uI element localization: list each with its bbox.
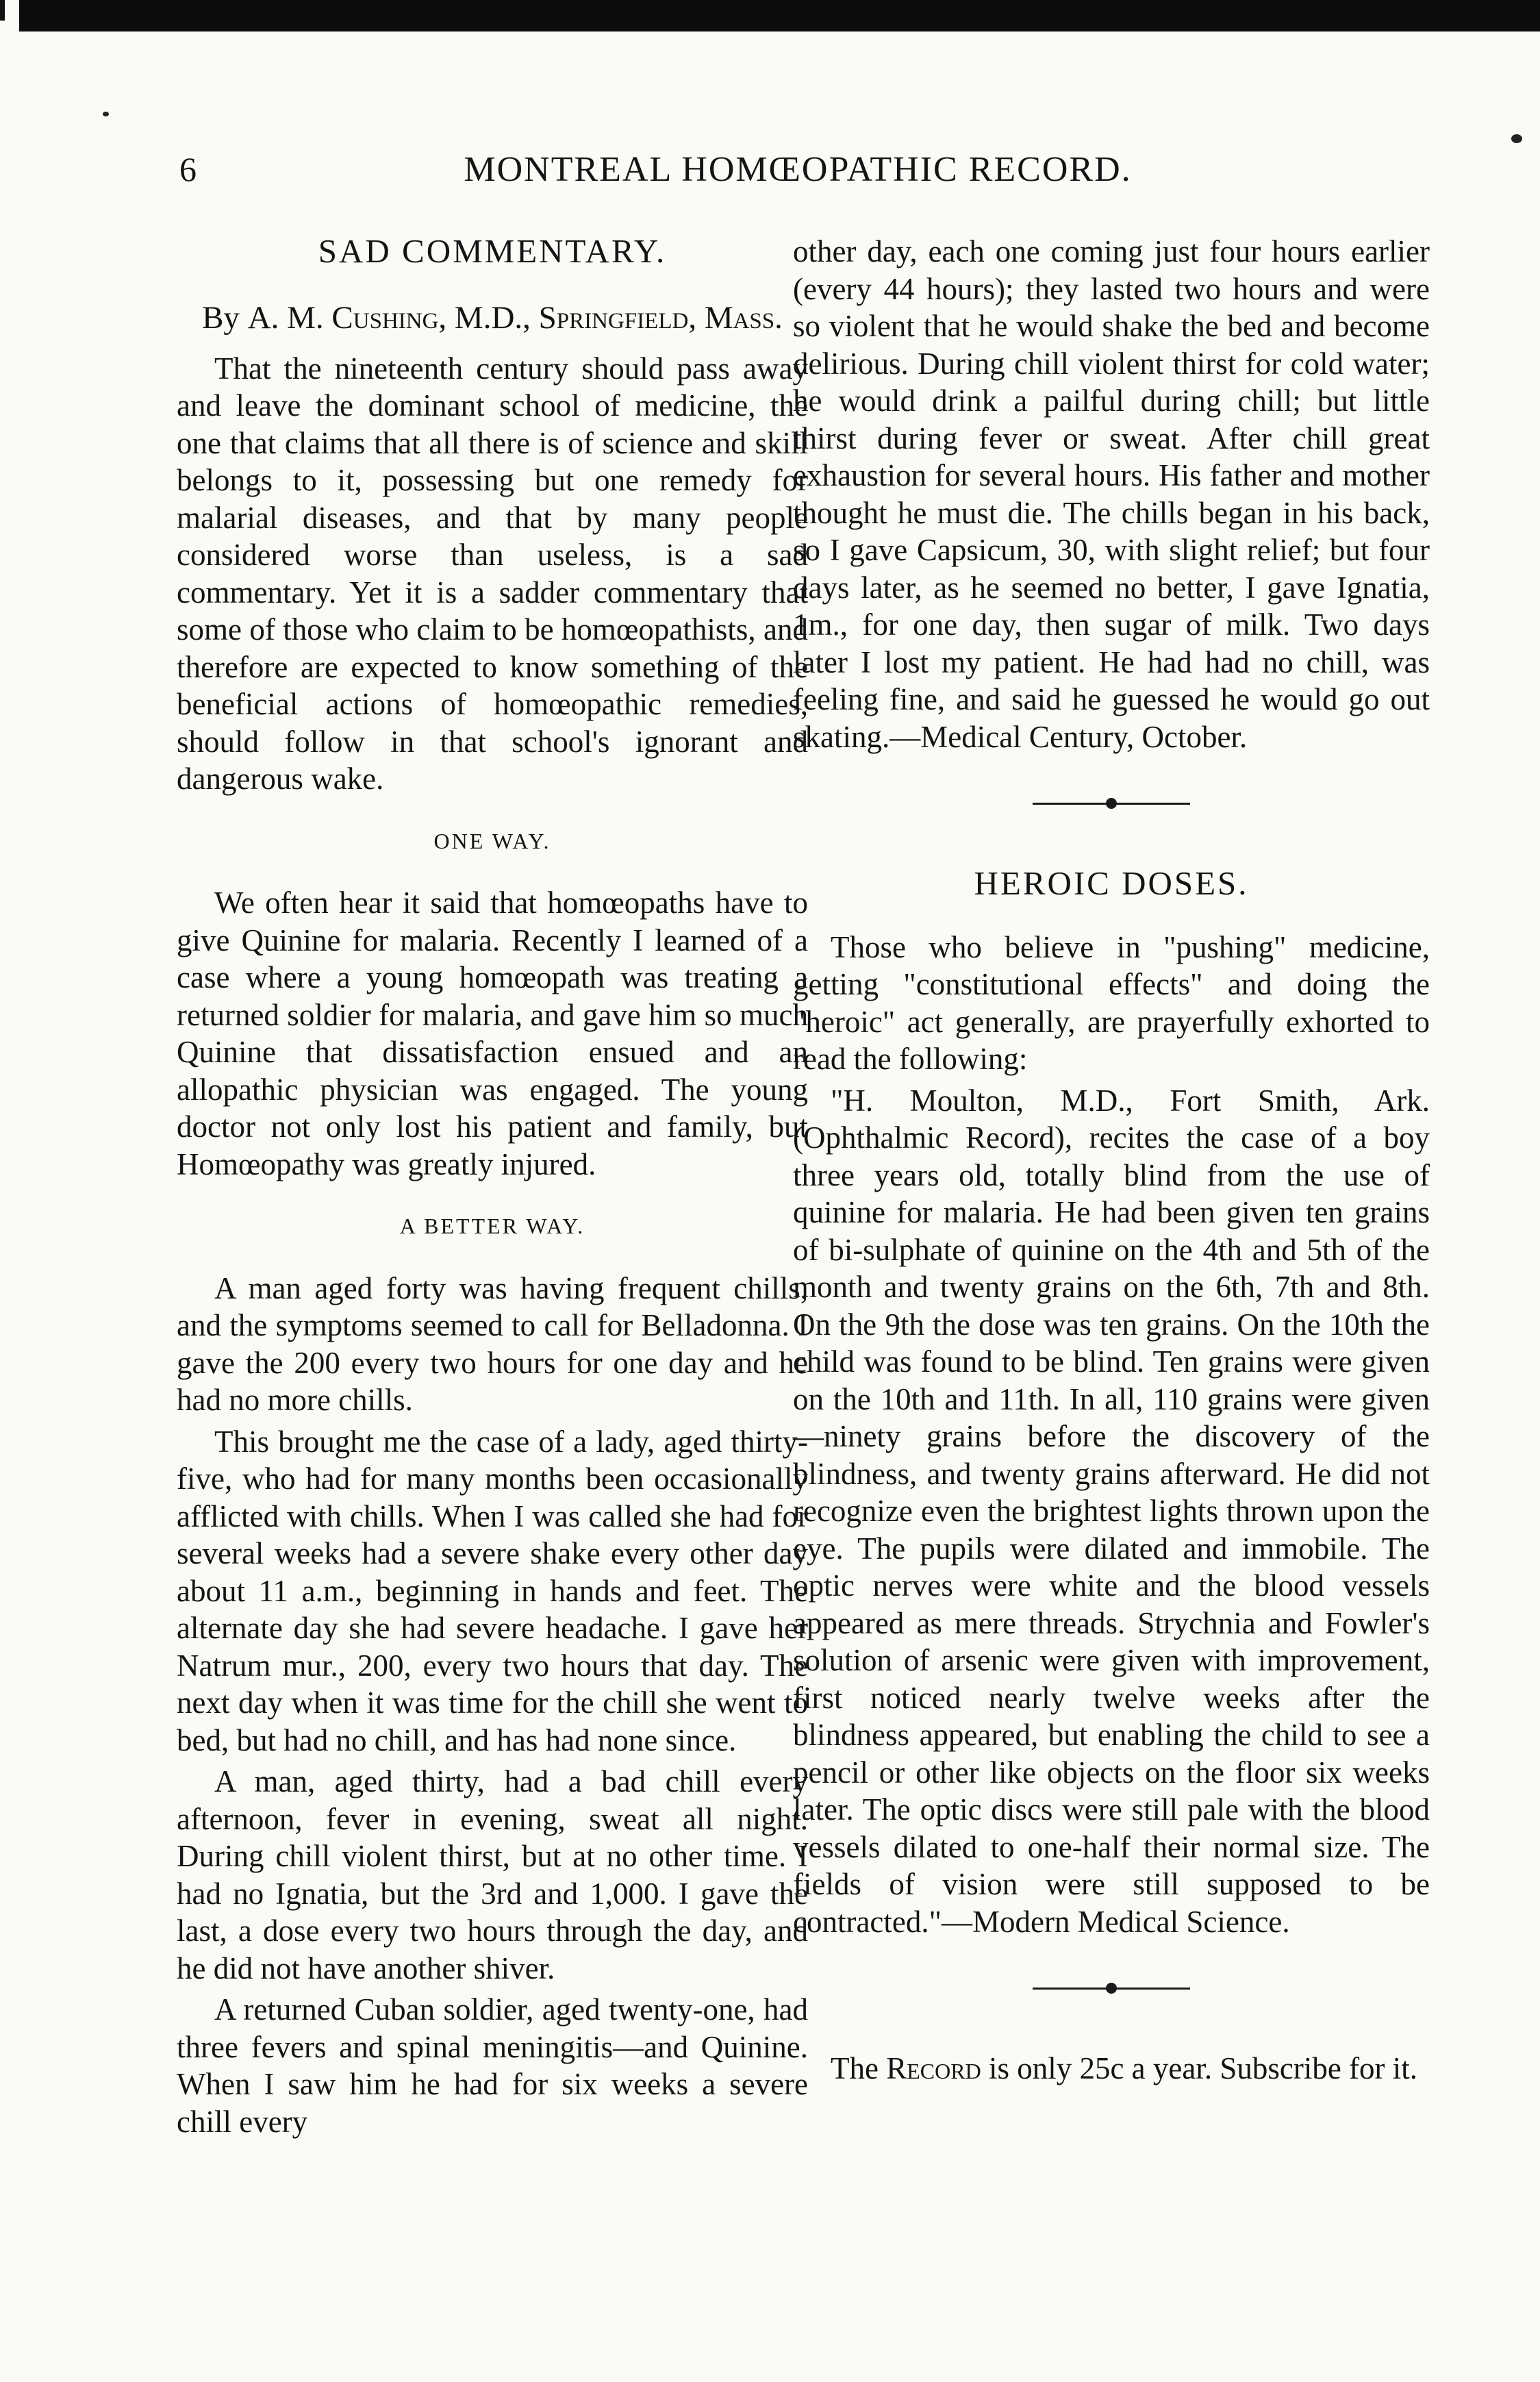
running-head: MONTREAL HOMŒOPATHIC RECORD.	[464, 150, 1132, 189]
notice-record: Record	[886, 2051, 981, 2085]
article-paragraph-continued: other day, each one coming just four hours earlier (every 44 hours); they lasted two hours and were so violent that he would shake the bed and become delirious. During chill violent thirst for cold water; he would drink a pailful during chill; but little thirst during fever or sweat. After chill great exhaustion for several hours. His father and mother thought he must die. The chills began in his back, so I gave Capsicum, 30, with slight relief; but four days later, as he seemed no better, I gave Ignatia, 1m., for one day, then sugar of milk. Two days later I lost my patient. He had had no chill, was feeling fine, and said he guessed he would go out skating.—Medical Century, October.	[793, 234, 1430, 754]
article-paragraph: This brought me the case of a lady, aged thirty-five, who had for many months been occasionally afflicted with chills. When I was called she had for several weeks had a severe shake every other day about 11 a.m., beginning in hands and feet. The alternate day she had severe headache. I gave her Natrum mur., 200, every two hours that day. The next day when it was time for the chill she went to bed, but had no chill, and has had none since.	[177, 1424, 808, 1757]
left-column	[177, 233, 808, 2144]
article-title-sad-commentary: SAD COMMENTARY.	[318, 232, 667, 270]
byline-by: By	[202, 299, 240, 336]
article-paragraph: Those who believe in "pushing" medicine, getting "constitutional effects" and doing the "heroic" act generally, are prayerfully exhorted to read the following:	[793, 929, 1430, 1076]
article-paragraph: "H. Moulton, M.D., Fort Smith, Ark. (Ophthalmic Record), recites the case of a boy three years old, totally blind from the use of quinine for malaria. He had been given ten grains of bi-sulphate of quinine on the 4th and 5th of the month and twenty grains on the 6th, 7th and 8th. On the 9th the dose was ten grains. On the 10th the child was found to be blind. Ten grains were given on the 10th and 11th. In all, 110 grains were given—ninety grains before the discovery of the blindness, and twenty grains afterward. He did not recognize even the brightest lights thrown upon the eye. The pupils were dilated and immobile. The optic nerves were white and the blood vessels appeared as mere threads. Strychnia and Fowler's solution of arsenic were given with improvement, first noticed nearly twelve weeks after the blindness appeared, but enabling the child to see a pencil or other like objects on the floor six weeks later. The optic discs were still pale with the blood vessels dilated to one-half their normal size. The fields of vision were still supposed to be contracted."—Modern Medical Science.	[793, 1083, 1430, 1939]
section-heading-better-way: A BETTER WAY.	[399, 1214, 585, 1238]
section-divider	[1033, 1974, 1190, 2002]
article-byline	[177, 297, 808, 339]
article-paragraph: A returned Cuban soldier, aged twenty-one, had three fevers and spinal meningitis—and Quinine. When I saw him he had for six weeks a severe chill every	[177, 1992, 808, 2139]
notice-text-pre: The	[831, 2051, 879, 2085]
article-paragraph: A man, aged thirty, had a bad chill every afternoon, fever in evening, sweat all night. During chill violent thirst, but at no other time. I had no Ignatia, but the 3rd and 1,000. I gave the last, a dose every two hours through the day, and he did not have another shiver.	[177, 1764, 808, 1985]
scan-edge-mark	[0, 0, 5, 21]
article-paragraph: We often hear it said that homœopaths have to give Quinine for malaria. Recently I learned of a case where a young homœopath was treating a returned soldier for malaria, and gave him so much Quinine that dissatisfaction ensued and an allopathic physician was engaged. The young doctor not only lost his patient and family, but Homœopathy was greatly injured.	[177, 886, 808, 1181]
article-paragraph: That the nineteenth century should pass away and leave the dominant school of medicine, the one that claims that all there is of science and skill belongs to it, possessing but one remedy for malarial diseases, and that by many people considered worse than useless, is a sad commentary. Yet it is a sadder commentary that some of those who claim to be homœopathists, and therefore are expected to know something of the beneficial actions of homœopathic remedies, should follow in that school's ignorant and dangerous wake.	[177, 351, 808, 796]
subscription-notice	[793, 2050, 1430, 2088]
page-number: 6	[179, 150, 197, 188]
page-header	[137, 149, 1459, 211]
scan-speck	[103, 112, 109, 116]
byline-author: A. M. Cushing, M.D., Springfield, Mass.	[247, 299, 783, 336]
article-paragraph: A man aged forty was having frequent chills, and the symptoms seemed to call for Belladonna. I gave the 200 every two hours for one day and he had no more chills.	[177, 1270, 808, 1417]
scan-speck	[1511, 134, 1522, 143]
section-heading-one-way: ONE WAY.	[433, 828, 551, 853]
right-column	[793, 233, 1430, 2092]
notice-text-post: is only 25c a year. Subscribe for it.	[988, 2051, 1418, 2085]
article-title-heroic-doses: HEROIC DOSES.	[974, 864, 1249, 902]
scan-top-border	[19, 0, 1540, 32]
section-divider	[1033, 790, 1190, 817]
